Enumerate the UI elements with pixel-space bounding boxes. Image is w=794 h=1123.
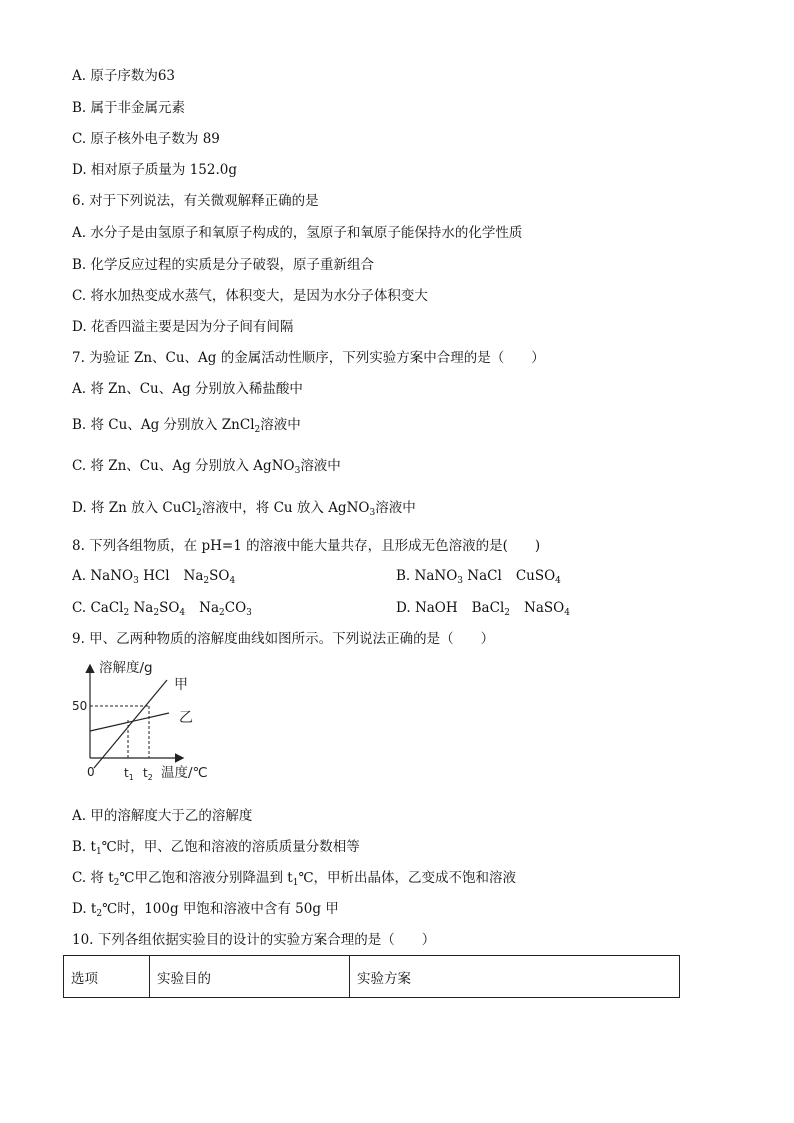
formula: BaCl xyxy=(471,600,505,616)
q5-option-c: C. 原子核外电子数为 89 xyxy=(72,131,220,147)
header-plan: 实验方案 xyxy=(350,956,680,998)
subscript: 2 xyxy=(254,425,261,435)
subscript: 2 xyxy=(196,508,202,518)
formula: AgNO xyxy=(253,458,295,474)
q10-table xyxy=(63,955,680,998)
formula: SO xyxy=(159,600,180,616)
q9-c-text-end: ℃，甲析出晶体，乙变成不饱和溶液 xyxy=(298,870,517,886)
formula: CaCl xyxy=(90,600,124,616)
q9-d-text: D. t xyxy=(72,901,97,917)
subscript: 1 xyxy=(95,847,102,857)
x-axis-label: 温度/℃ xyxy=(161,765,208,781)
q8-option-d xyxy=(396,599,570,622)
formula: NaNO xyxy=(414,568,458,584)
q6-option-c: C. 将水加热变成水蒸气，体积变大，是因为水分子体积变大 xyxy=(72,288,428,304)
curve-jia-label: 甲 xyxy=(174,677,188,693)
q8-option-a xyxy=(72,567,235,590)
formula: CO xyxy=(224,600,247,616)
subscript: 2 xyxy=(219,608,225,618)
q9-option-d xyxy=(72,900,339,923)
q9-d-text-end: ℃时，100g 甲饱和溶液中含有 50g 甲 xyxy=(102,901,339,917)
formula: Na xyxy=(129,600,154,616)
subscript: 4 xyxy=(555,576,561,586)
q6-option-a: A. 水分子是由氢原子和氧原子构成的，氢原子和氧原子能保持水的化学性质 xyxy=(72,225,523,241)
header-option: 选项 xyxy=(64,956,150,998)
q7-c-text: C. 将 Zn、Cu、Ag 分别放入 xyxy=(72,458,254,474)
q8-stem: 8. 下列各组物质，在 pH=1 的溶液中能大量共存，且形成无色溶液的是( ) xyxy=(72,538,541,554)
t1-label: $t_1$ xyxy=(124,766,134,782)
curve-yi-line xyxy=(90,713,169,731)
y-tick-50: 50 xyxy=(72,699,88,713)
q9-option-a: A. 甲的溶解度大于乙的溶解度 xyxy=(72,808,253,824)
q9-b-text-end: ℃时，甲、乙饱和溶液的溶质质量分数相等 xyxy=(101,839,360,855)
formula: Na xyxy=(183,568,204,584)
subscript: 1 xyxy=(292,878,299,888)
subscript: 2 xyxy=(153,608,160,618)
formula: NaNO xyxy=(90,568,134,584)
formula: HCl xyxy=(138,568,170,584)
subscript: 3 xyxy=(457,576,463,586)
formula: CuSO xyxy=(515,568,556,584)
subscript: 4 xyxy=(564,608,570,618)
subscript: 2 xyxy=(203,576,210,586)
subscript: 2 xyxy=(504,608,510,618)
q7-stem: 7. 为验证 Zn、Cu、Ag 的金属活动性顺序，下列实验方案中合理的是（ ） xyxy=(72,350,545,366)
q6-option-d: D. 花香四溢主要是因为分子间有间隔 xyxy=(72,319,294,335)
subscript: 2 xyxy=(113,878,120,888)
q5-option-a: A. 原子序数为63 xyxy=(72,68,176,84)
option-label: D. xyxy=(396,600,415,616)
table-header-row xyxy=(64,956,680,998)
q7-d-text: D. 将 Zn 放入 xyxy=(72,500,163,516)
q5-option-d: D. 相对原子质量为 152.0g xyxy=(72,162,238,178)
formula: NaOH xyxy=(414,600,458,616)
q7-option-b xyxy=(72,416,301,439)
option-label: C. xyxy=(72,600,91,616)
subscript: 3 xyxy=(246,608,252,618)
curve-jia-line xyxy=(94,680,167,768)
solubility-curve-graph xyxy=(72,660,212,782)
q6-option-b: B. 化学反应过程的实质是分子破裂，原子重新组合 xyxy=(72,257,375,273)
q9-option-b xyxy=(72,838,360,861)
subscript: 3 xyxy=(133,576,139,586)
q7-d-text-end: 溶液中 xyxy=(375,500,416,516)
subscript: 2 xyxy=(96,909,103,919)
q7-option-c xyxy=(72,457,341,480)
header-purpose: 实验目的 xyxy=(150,956,350,998)
q7-b-text-end: 溶液中 xyxy=(260,417,301,433)
q8-option-c xyxy=(72,599,252,622)
y-axis-label: 溶解度/g xyxy=(99,660,153,676)
q6-stem: 6. 对于下列说法，有关微观解释正确的是 xyxy=(72,193,319,209)
option-label: B. xyxy=(396,568,415,584)
formula: SO xyxy=(209,568,230,584)
option-label: A. xyxy=(72,568,91,584)
formula: CuCl xyxy=(162,500,197,516)
q7-option-d xyxy=(72,499,416,522)
q7-c-text-end: 溶液中 xyxy=(300,458,341,474)
q7-option-a: A. 将 Zn、Cu、Ag 分别放入稀盐酸中 xyxy=(72,381,303,397)
subscript: 4 xyxy=(229,576,236,586)
formula: Na xyxy=(199,600,220,616)
q7-d-text-mid: 溶液中，将 Cu 放入 xyxy=(201,500,329,516)
subscript: 3 xyxy=(294,466,301,476)
q10-stem: 10. 下列各组依据实验目的设计的实验方案合理的是（ ） xyxy=(72,932,436,948)
q9-stem: 9. 甲、乙两种物质的溶解度曲线如图所示。下列说法正确的是（ ） xyxy=(72,631,495,647)
formula: NaCl xyxy=(463,568,502,584)
subscript: 4 xyxy=(179,608,186,618)
t2-label: $t_2$ xyxy=(143,766,153,782)
q9-option-c xyxy=(72,869,516,892)
formula: ZnCl xyxy=(221,417,255,433)
q8-option-b xyxy=(396,567,561,590)
formula: AgNO xyxy=(328,500,370,516)
curve-yi-label: 乙 xyxy=(179,710,193,726)
q7-b-text: B. 将 Cu、Ag 分别放入 xyxy=(72,417,222,433)
formula: NaSO xyxy=(524,600,565,616)
subscript: 3 xyxy=(369,508,376,518)
q9-c-text: C. 将 t xyxy=(72,870,114,886)
origin-label: 0 xyxy=(87,765,95,779)
q9-c-text-mid: ℃甲乙饱和溶液分别降温到 t xyxy=(119,870,293,886)
q9-b-text: B. t xyxy=(72,839,96,855)
q5-option-b: B. 属于非金属元素 xyxy=(72,100,186,116)
subscript: 2 xyxy=(123,608,130,618)
